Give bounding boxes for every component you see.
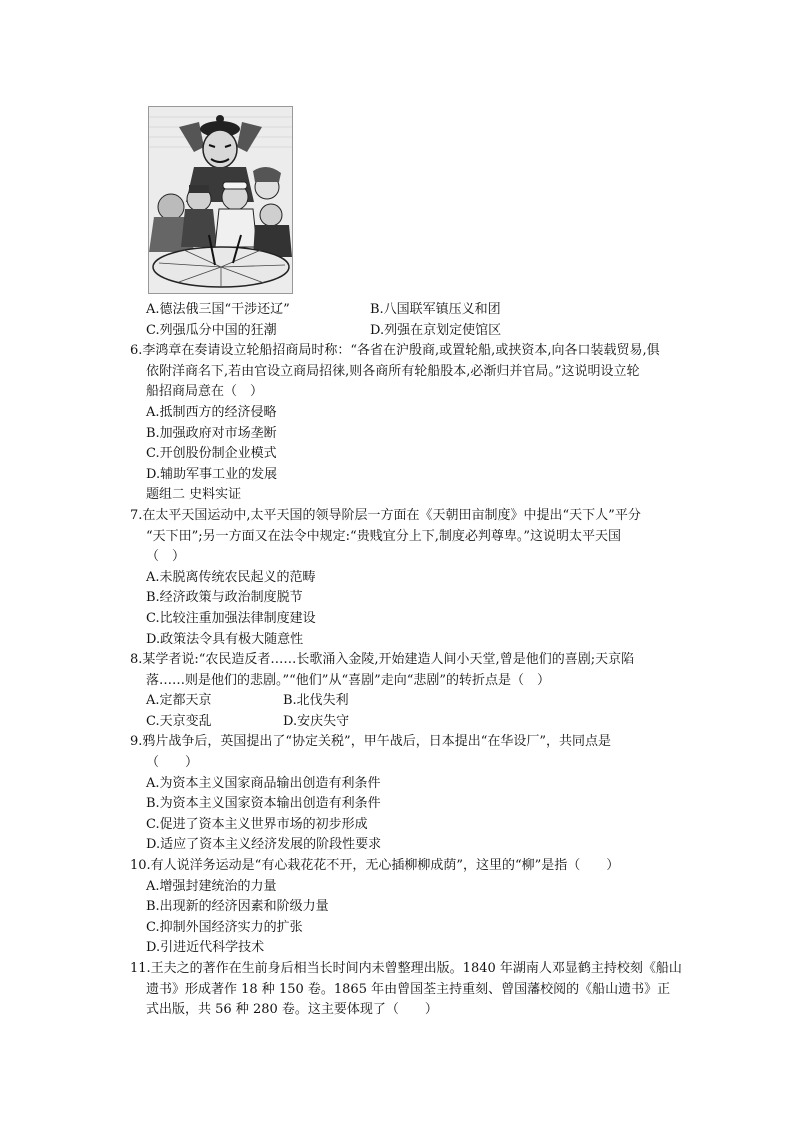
- question-stem-line: 8.某学者说:“农民造反者……长歌涌入金陵,开始建造人间小天堂,曾是他们的喜剧;天京陷: [130, 652, 635, 668]
- option-b[interactable]: B.经济政策与政治制度脱节: [146, 590, 303, 606]
- option-a[interactable]: A.未脱离传统农民起义的范畴: [146, 569, 316, 585]
- option-d[interactable]: D.安庆失守: [283, 713, 350, 729]
- question-6: [130, 341, 705, 485]
- question-stem-line: “天下田”;另一方面又在法令中规定:“贵贱宜分上下,制度必判尊卑。”这说明太平天国: [146, 528, 621, 544]
- question-stem-line: 式出版，共 56 种 280 卷。这主要体现了（ ）: [146, 1002, 438, 1018]
- option-row: [130, 691, 705, 712]
- option-c[interactable]: C.比较注重加强法律制度建设: [146, 610, 316, 626]
- q5-options: [130, 300, 705, 341]
- option-c[interactable]: C.抑制外国经济实力的扩张: [146, 919, 303, 935]
- option-row: [130, 300, 705, 321]
- question-9: [130, 732, 705, 856]
- question-stem-line: 11.王夫之的著作在生前身后相当长时间内未曾整理出版。1840 年湖南人邓显鹤主持校刻《船山: [130, 961, 682, 976]
- question-stem-line: （ ）: [146, 549, 186, 565]
- cartoon-illustration: [148, 106, 293, 294]
- option-b[interactable]: B.北伐失利: [283, 693, 349, 709]
- option-b[interactable]: B.为资本主义国家资本输出创造有利条件: [146, 796, 381, 812]
- option-a[interactable]: A.德法俄三国“干涉还辽”: [146, 302, 290, 317]
- option-d[interactable]: D.政策法令具有极大随意性: [146, 631, 304, 647]
- question-stem-line: 10.有人说洋务运动是“有心栽花花不开，无心插柳柳成荫”，这里的“柳”是指（ ）: [130, 858, 620, 874]
- question-7: [130, 506, 705, 650]
- option-b[interactable]: B.加强政府对市场垄断: [146, 425, 277, 441]
- option-b[interactable]: B.出现新的经济因素和阶级力量: [146, 899, 329, 915]
- question-stem-line: 7.在太平天国运动中,太平天国的领导阶层一方面在《天朝田亩制度》中提出“天下人”平分: [130, 507, 641, 523]
- option-row: [130, 321, 705, 342]
- option-c[interactable]: C.促进了资本主义世界市场的初步形成: [146, 816, 368, 832]
- option-b[interactable]: B.八国联军镇压义和团: [370, 302, 501, 317]
- cartoon-carving-china-pie-icon: [149, 107, 292, 293]
- option-a[interactable]: A.定都天京: [146, 693, 212, 709]
- question-stem-line: 依附洋商名下,若由官设立商局招徕,则各商所有轮船股本,必渐归并官局。”这说明设立轮: [146, 363, 640, 379]
- option-a[interactable]: A.抵制西方的经济侵略: [146, 404, 277, 420]
- option-a[interactable]: A.增强封建统治的力量: [146, 878, 277, 894]
- option-d[interactable]: D.辅助军事工业的发展: [146, 466, 278, 482]
- option-c[interactable]: C.开创股份制企业模式: [146, 446, 277, 462]
- option-a[interactable]: A.为资本主义国家商品输出创造有利条件: [146, 775, 381, 791]
- question-stem-line: 船招商局意在（ ）: [146, 384, 264, 400]
- option-c[interactable]: C.天京变乱: [146, 713, 212, 729]
- option-d[interactable]: D.适应了资本主义经济发展的阶段性要求: [146, 837, 382, 853]
- question-stem-line: 落……则是他们的悲剧。”“他们”从“喜剧”走向“悲剧”的转折点是（ ）: [146, 672, 551, 688]
- question-stem-line: 6.李鸿章在奏请设立轮船招商局时称：“各省在沪殷商,或置轮船,或挟资本,向各口装载贸易,俱: [130, 343, 660, 359]
- question-11: [130, 959, 705, 1021]
- option-c[interactable]: C.列强瓜分中国的狂潮: [146, 322, 277, 338]
- question-stem-line: （ ）: [146, 755, 199, 771]
- option-d[interactable]: D.列强在京划定使馆区: [370, 322, 502, 338]
- question-10: [130, 856, 705, 959]
- question-8: [130, 650, 705, 732]
- question-stem-line: 9.鸦片战争后，英国提出了“协定关税”，甲午战后，日本提出“在华设厂”，共同点是: [130, 734, 611, 750]
- section-title: 题组二 史料实证: [146, 487, 242, 503]
- question-stem-line: 遗书》形成著作 18 种 150 卷。1865 年由曾国荃主持重刻、曾国藩校阅的《船山遗书》正: [146, 981, 671, 997]
- questions: [130, 300, 705, 1021]
- option-d[interactable]: D.引进近代科学技术: [146, 940, 265, 956]
- option-row: [130, 712, 705, 733]
